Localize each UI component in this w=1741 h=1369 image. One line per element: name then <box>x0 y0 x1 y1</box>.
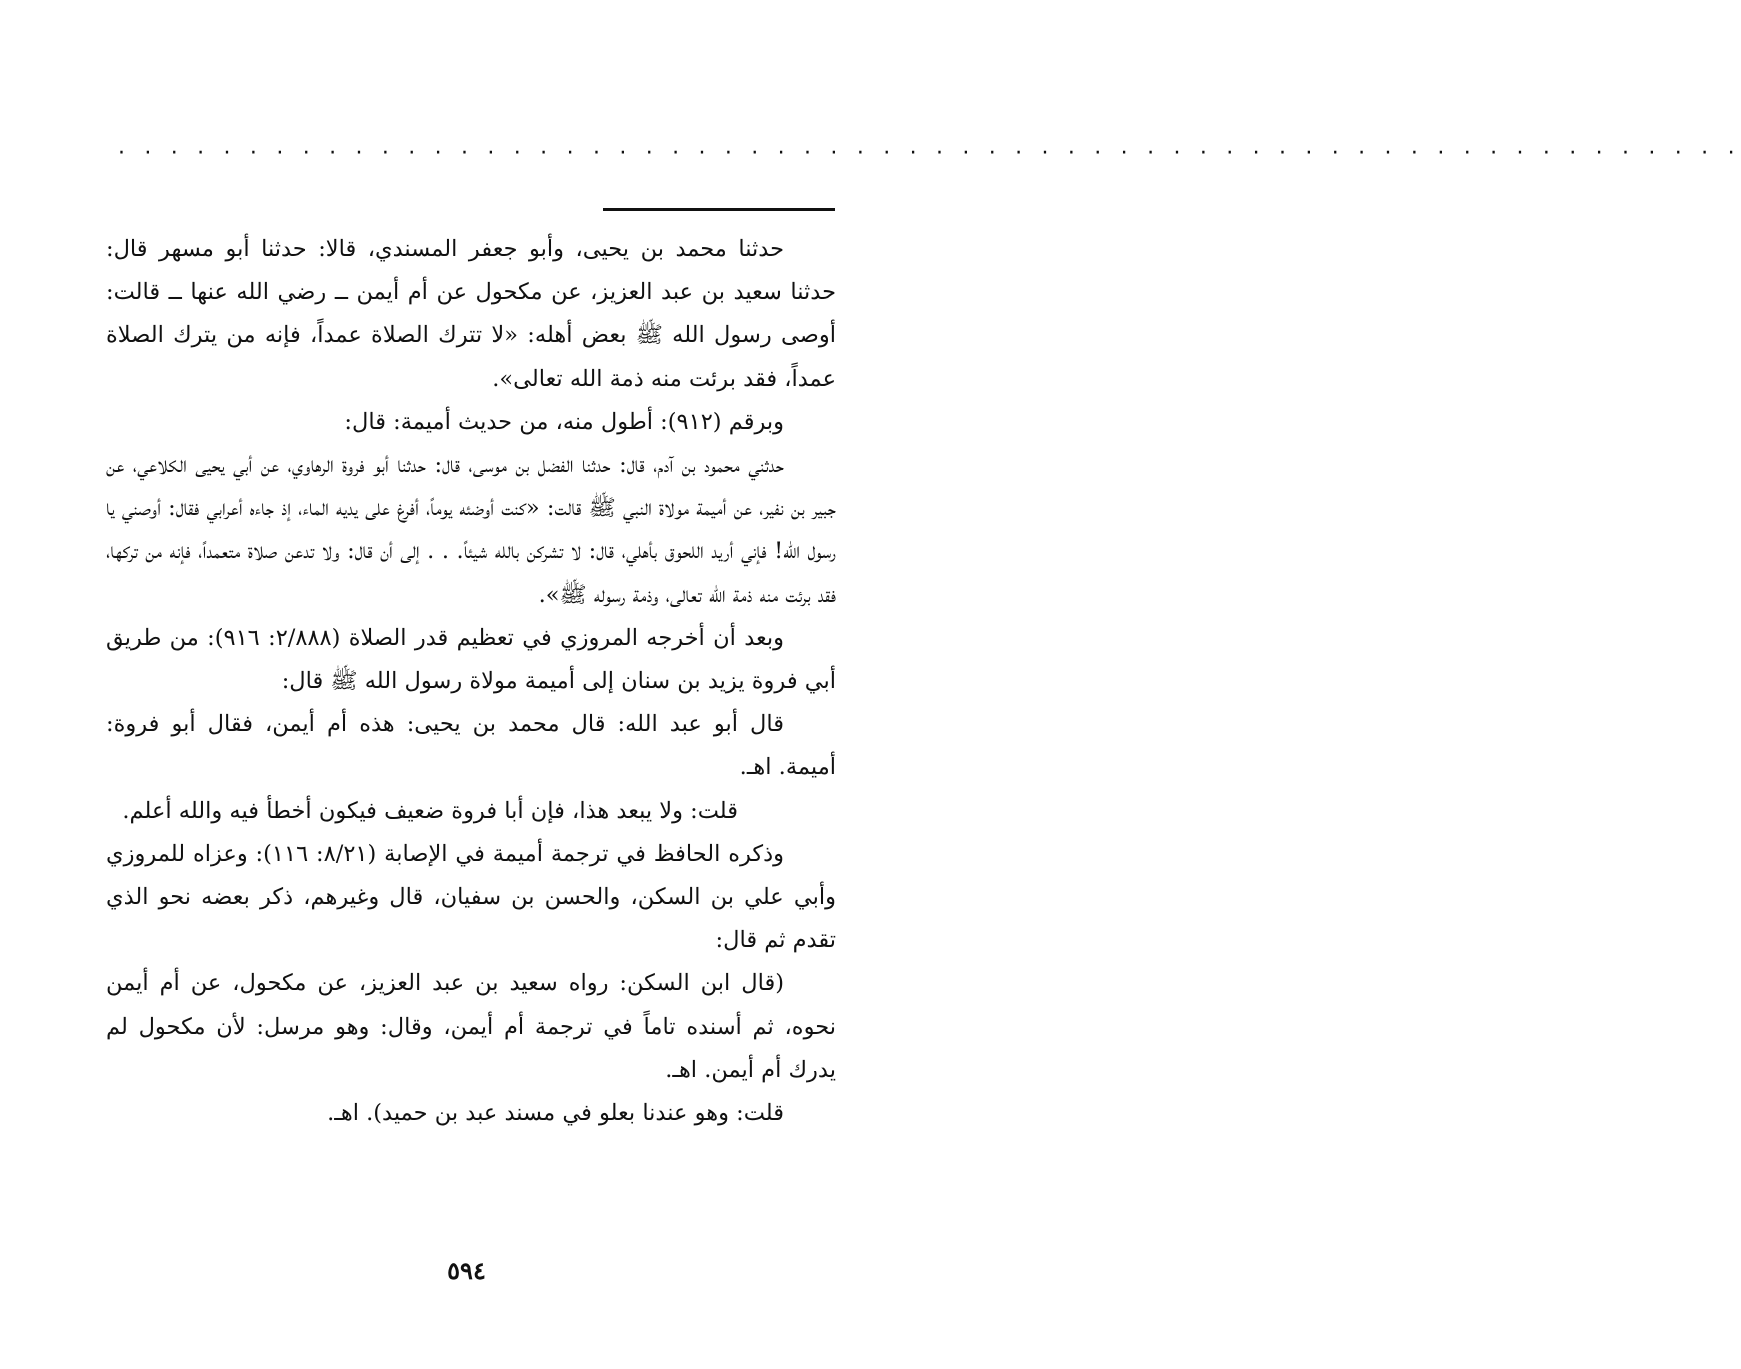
paragraph: وبرقم (٩١٢): أطول منه، من حديث أميمة: قال: <box>344 408 784 435</box>
paragraph: حدثني محمود بن آدم، قال: حدثنا الفضل بن موسى، قال: حدثنا أبو فروة الرهاوي، عن أبي يحيى الكلاعي، عن جبير بن نفير، عن أميمة مولاة النبي ﷺ قالت: «كنت أوضئه يوماً، أفرغ على يديه الماء، إذ جاءه أعرابي فقال: أوصني يا رسول الله! فإني أريد اللحوق بأهلي، قال: لا تشركن بالله شيئاً. . . إلى أن قال: ولا تدعن صلاة متعمداً، فإنه من تركها، فقد برئت منه ذمة الله تعالى، وذمة رسوله ﷺ». <box>106 452 836 608</box>
paragraph: (قال ابن السكن: رواه سعيد بن عبد العزيز، عن مكحول، عن أم أيمن نحوه، ثم أسنده تاماً في ترجمة أم أيمن، وقال: وهو مرسل: لأن مكحول لم يدرك أم أيمن. اهـ. <box>106 970 836 1083</box>
page-number: ٥٩٤ <box>447 1256 486 1285</box>
paragraph: قال أبو عبد الله: قال محمد بن يحيى: هذه أم أيمن، فقال أبو فروة: أميمة. اهـ. <box>106 711 836 781</box>
footnote-rule <box>603 208 835 211</box>
paragraph: وبعد أن أخرجه المروزي في تعظيم قدر الصلاة (٢/٨٨٨: ٩١٦): من طريق أبي فروة يزيد بن سنان إلى أميمة مولاة رسول الله ﷺ قال: <box>106 624 836 695</box>
paragraph: قلت: وهو عندنا بعلو في مسند عبد بن حميد). اهـ. <box>327 1100 784 1127</box>
paragraph: قلت: ولا يبعد هذا، فإن أبا فروة ضعيف فيكون أخطأ فيه والله أعلم. <box>122 797 738 824</box>
paragraph: حدثنا محمد بن يحيى، وأبو جعفر المسندي، قالا: حدثنا أبو مسهر قال: حدثنا سعيد بن عبد العزيز، عن مكحول عن أم أيمن ــ رضي الله عنها ــ قالت: أوصى رسول الله ﷺ بعض أهله: «لا تترك الصلاة عمداً، فإنه من يترك الصلاة عمداً، فقد برئت منه ذمة الله تعالى». <box>106 236 836 392</box>
dotted-separator: · · · · · · · · · · · · · · · · · · · · · · · · · · · · · · · · · · · · · · · · · · · · · · · · · · · · · · · · · · · · · · <box>118 141 1741 166</box>
paragraph: وذكره الحافظ في ترجمة أميمة في الإصابة (٨/٢١: ١١٦): وعزاه للمروزي وأبي علي بن السكن، والحسن بن سفيان، قال وغيرهم، ذكر بعضه نحو الذي تقدم ثم قال: <box>106 840 836 954</box>
body-text <box>106 228 836 1135</box>
